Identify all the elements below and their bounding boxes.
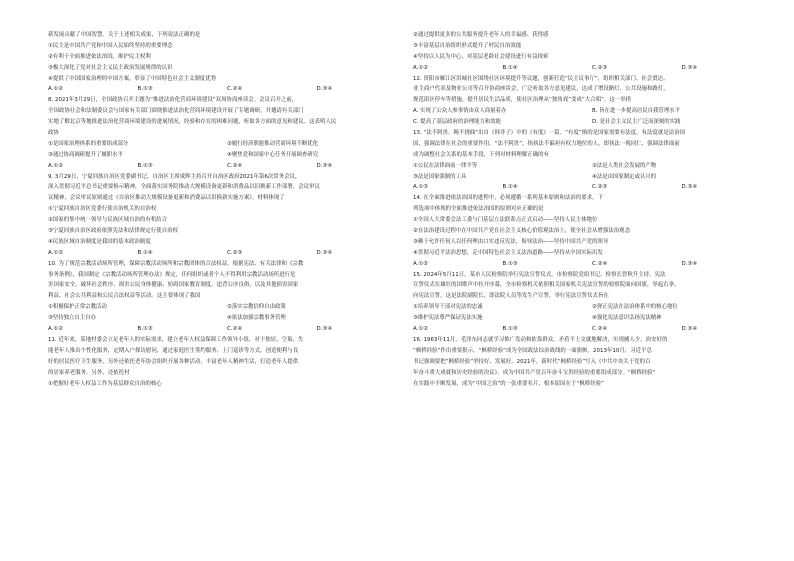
q7-option-a: A.①②	[48, 86, 63, 93]
q14-item-2: ②在法治建设过程中在中国共产党在社会主义核心价值观法治上，使全社会从增强法治观念	[413, 228, 631, 235]
q9-item-1: ①宁夏回族自治区党委行使自治机关的自治权	[48, 206, 157, 213]
q15-item-2: ②弹正宪法在法治体系中的核心地位	[592, 304, 678, 311]
q9-option-a: A.①②	[48, 249, 63, 256]
q10-item-3: ③坚持独立自主自办	[48, 315, 96, 322]
q11-item-1: ①把握好老年人权益工作为基层群众自治的核心	[48, 380, 162, 387]
q7-option-b: B.①③	[137, 86, 153, 93]
q10-item-4: ④依法加强宗教事务管理	[227, 315, 286, 322]
q12-stem-1: 12. 资阳市雁江区洪城社区围绕社区环境提升等议题，创新打造“民主议事厅”，组织相关部门、社会贤达、	[413, 75, 669, 82]
q10-item-1: ①积极保护正常宗教活动	[48, 304, 107, 311]
q9-option-b: B.①④	[137, 249, 153, 256]
q8-item-1: ①是国家治理体系的重要组成部分	[48, 140, 129, 147]
q9-item-2: ②国家的集中统一领导与民族区域自治的有机结合	[48, 217, 168, 224]
q8-stem-4: 政协	[48, 130, 59, 137]
q13-option-b: B.①④	[502, 184, 518, 191]
q16-stem-2: “枫桥经验”作出重要批示。“枫桥经验”成为全国政法综治战线的一面旗帜。2013年10月，习近平总	[413, 347, 652, 354]
q10-option-a: A.①②	[48, 326, 63, 333]
q9-stem-1: 9. 3月29日，宁夏回族自治区党委副书记、自治区主席咸辉主持召开自治区政府2021年第6次常务会议，	[48, 173, 301, 180]
q12-option-a: A. 实现了公众人参事情由众人商量着办	[413, 108, 507, 115]
q10-options	[48, 324, 406, 335]
q10-items-row-1	[48, 302, 406, 313]
q9-item-4: ④民族区域自治制度是我国的基本政治制度	[48, 238, 151, 245]
q7-item-3: ③极大深化了党对社会主义民主政治发展规律的认识	[48, 64, 173, 71]
q15-option-c: C.②④	[592, 326, 608, 333]
q7-option-c: C.②④	[227, 86, 243, 93]
q13-stem-3: 成为调整社会关系的基本手段，下列对材料理解正确的有	[413, 151, 550, 158]
q7-item-2: ②有利于全面推进依法治国，维护民主权利	[48, 53, 151, 60]
q16-stem-4: 年奋斗重大成就和历史经验的决议》。成为中国共产党百年奋斗宝贵经验的重要组成部分。“枫桥经验”	[413, 369, 656, 376]
q12-option-d: D. 是社会主义民主广泛而深刻的实践	[592, 119, 681, 126]
q15-option-a: A.①②	[413, 326, 428, 333]
q8-item-2: ②履行经济职能推动营商环境不断优化	[227, 140, 319, 147]
q11-option-b: B.①④	[502, 64, 518, 71]
q14-item-3: ③赖于允许任何人以任何理由口实违反宪法，侮辱法治——坚持中国共产党的领导	[413, 238, 609, 245]
q13-items-row-2	[413, 172, 771, 183]
q14-option-b: B.①③	[502, 260, 518, 267]
q10-stem-2: 事务条例》，我国制定《宗教活动场所管理办法》规定，任何组织或者个人不得利用宗教活动场所进行危	[48, 271, 296, 278]
q14-option-c: C.②④	[592, 260, 608, 267]
q15-options	[413, 324, 771, 335]
q11-stem-2: 能老年人推出个性化服务，定期入户探访慰问，通过家庭医生签约服务、上门巡诊等方式，创造便利与良	[48, 347, 299, 354]
q7-options	[48, 84, 406, 95]
question-7-stem-tail: 新发展贡献了中国智慧。关于上述相关成果，下列说法正确的是	[48, 32, 201, 38]
q14-stem-1: 14. 在全面推进依法治国的进程中，必须遵循一系列基本原则和法治的要求。下	[413, 195, 604, 202]
q9-options	[48, 248, 406, 259]
q14-item-4: ④贯彻习近平法治思想，走中国特色社会主义法治道路——坚持从中国实际出发	[413, 249, 603, 256]
q14-item-1: ①全国人大常委会法工委与门基层立法联系点正式启动——坚持人民主体地位	[413, 217, 598, 224]
q15-items-row-2	[413, 313, 771, 324]
q12-items-row-2	[413, 117, 771, 128]
q15-item-1: ①培养领导干部对宪法的忠诚	[413, 304, 483, 311]
q11-item-4: ④坚持以人民为中心，对基层老龄社会建设进行有益探索	[413, 53, 549, 60]
q15-stem-2: 宣誓仪式在雄壮的国歌声中拉开序幕，全市检察机关依照相关国家机关宪法宣誓的检察院面向国旗，举起右拳，	[413, 282, 680, 289]
q14-option-a: A.①②	[413, 260, 428, 267]
q16-stem-3: 书记强调要把“枫桥经验”坚持好、发展好。2021年，新时代“枫桥经验”写入《中共中央关于党的百	[413, 358, 651, 365]
q9-stem-3: 议精神，会议审议原则通过《自治区推动大规模设备更新和消费品以旧换新实施方案》。材料体现了	[48, 195, 285, 202]
q9-item-3: ③宁夏回族自治区政府依照宪法和法律规定行使自治权	[48, 228, 179, 235]
q12-option-b: B. 旨在进一步提高居民自我管理水平	[592, 108, 680, 115]
q13-option-d: D.③④	[681, 184, 698, 191]
q15-option-b: B.①③	[502, 326, 518, 333]
q8-item-3: ③通过协商调研提升了履职水平	[48, 151, 123, 158]
q8-item-4: ④聚焦党和国家中心任务开展调查研究	[227, 151, 319, 158]
q12-stem-2: 业主商户代表及物业公司等召开协商座谈会，广泛听取各方意见建议，达成了增设路灯、公共设施和路灯、	[413, 86, 669, 93]
q12-option-c: C. 提高了基层政府的治理能力和效能	[413, 119, 502, 126]
q11-item-3: ③丰富基层自治组织形式提升了村民自治效能	[413, 42, 522, 49]
q15-stem-1: 15. 2024年5月11日，某市人民检察院举行宪法宣誓仪式。市检察院党组书记、检察长曾秋升主持，宪法	[413, 271, 666, 278]
q13-stem-2: 国，强调法律在社会的重要作用。“法不阿贵”，指执法不偏袒有权力地位的人，即执法一视同仁，强调法律面前	[413, 140, 680, 147]
q13-item-2: ②法是人类社会发展的产物	[592, 162, 657, 169]
q11-stem-3: 好的居民医疗卫生服务，另外还依托老年协会组织开展各种活动，丰富老年人精神生活，打造老年人提供	[48, 358, 299, 365]
q16-stem-1: 16. 1963年11月，毛泽东同志就学习推广发动和依靠群众，矛盾不上交就地解决，实现捕人少，治安好的	[413, 336, 668, 343]
q10-stem-4: 利益、社会公共利益和公民合法权益等活动。这主要体现了我国	[48, 293, 201, 300]
q8-items-row-1	[48, 139, 406, 150]
q13-item-4: ④法是由国家制定或认可的	[592, 173, 657, 180]
q13-options	[413, 182, 771, 193]
q10-stem-1: 10. 为了规范宗教活动场所管理，保障宗教活动场所和宗教团体的合法权益，根据宪法、有关法律和《宗教	[48, 260, 304, 267]
q12-items-row-1	[413, 106, 771, 117]
q10-option-b: B.①③	[137, 326, 153, 333]
q8-option-d: D.③④	[316, 162, 333, 169]
q11-option-a: A.①②	[413, 64, 428, 71]
q8-option-b: B.①③	[137, 162, 153, 169]
right-column	[413, 30, 771, 389]
q14-options	[413, 259, 771, 270]
q15-items-row-1	[413, 302, 771, 313]
q13-stem-1: 13. “法不阿贵，绳不挠曲”出自《韩非子》中的《有度》一篇。“有度”指的是国家需要有法度，有法度就是法治国	[413, 130, 686, 137]
q13-option-c: C.②③	[592, 184, 608, 191]
q10-items-row-2	[48, 313, 406, 324]
left-column	[48, 30, 406, 389]
q16-stem-5: 在实践中不断发展，成为“中国之治”的一张重要名片，根本原因在于“枫桥经验”	[413, 380, 604, 387]
q8-stem-1: 8. 2021年3月29日，全国政协召开主题为“推进法治化营商环境建设”双周协商座谈会。会议召开之前，	[48, 97, 298, 104]
q13-item-1: ①公民在法律面前一律平等	[413, 162, 478, 169]
q14-option-d: D.③④	[681, 260, 698, 267]
q13-items-row-1	[413, 161, 771, 172]
q7-option-d: D.③④	[316, 86, 333, 93]
q10-stem-3: 害国家安全、破坏社会秩序、损害公民身体健康、妨碍国家教育制度、违背公序良俗，以及其他损害国家	[48, 282, 299, 289]
q11-item-2: ②通过提供更多的公共服务提升老年人的幸福感、获得感	[413, 32, 549, 38]
q14-stem-2: 列选项中体现的全面推进依法治国的原则对应正确的是	[413, 206, 544, 213]
q15-item-4: ④强化宪法意识弘扬宪法精神	[592, 315, 662, 322]
q8-stem-2: 全国政协社会和法制委员会与国家有关部门围绕推进法治化营商环境建设开展了专题调研，并邀请有关部门	[48, 108, 304, 115]
q11-stem-4: 的居家养老服务，另外，还依托村	[48, 369, 130, 376]
q10-option-c: C.②④	[227, 326, 243, 333]
q15-option-d: D.③④	[681, 326, 698, 333]
q7-item-4: ④提供了中国国家治理的中国方案，彰显了中国特色社会主义制度优势	[48, 75, 217, 82]
q15-item-3: ③维护宪法尊严保证宪法实施	[413, 315, 483, 322]
q11-options	[413, 63, 771, 74]
q8-options	[48, 161, 406, 172]
q12-stem-3: 规范街区停车等措施，提升居民生活品质，使社区治理从“独角戏”变成“大合唱”。这一举措	[413, 97, 632, 104]
q13-option-a: A.①③	[413, 184, 428, 191]
q9-option-d: D.③④	[316, 249, 333, 256]
q8-items-row-2	[48, 150, 406, 161]
q8-option-c: C.②④	[227, 162, 243, 169]
q8-option-a: A.①②	[48, 162, 63, 169]
q8-stem-3: 实地了解北京等地推进法治化营商环境建设的进展情况，经验和存在的困难问题，听取各方面的意见和建议。这表明人民	[48, 119, 337, 126]
q7-item-1: ①民主是中国共产党和中国人民始终坚持的重要理念	[48, 42, 173, 49]
q9-option-c: C.②③	[227, 249, 243, 256]
q10-option-d: D.③④	[316, 326, 333, 333]
q13-item-3: ③法是国家强制的工具	[413, 173, 467, 180]
q11-option-d: D.③④	[681, 64, 698, 71]
q15-stem-3: 向宪法宣誓。这是法院副院长，即法院人员等发生产宣誓，举行宪法宣誓仪式旨在	[413, 293, 609, 300]
q11-option-c: C.②③	[592, 64, 608, 71]
q11-stem-1: 11. 近年来，某地村委会立足老年人的实际需求，建立老年人权益保障工作领导小组，对于独居、空巢、失	[48, 336, 304, 343]
q10-item-2: ②落实宗教信仰自由政策	[227, 304, 286, 311]
q9-stem-2: 深入贯彻习近平总书记重要指示精神，全面落实国务院推动大规模设备更新和消费品以旧换新工作部署，会议审议	[48, 184, 321, 191]
